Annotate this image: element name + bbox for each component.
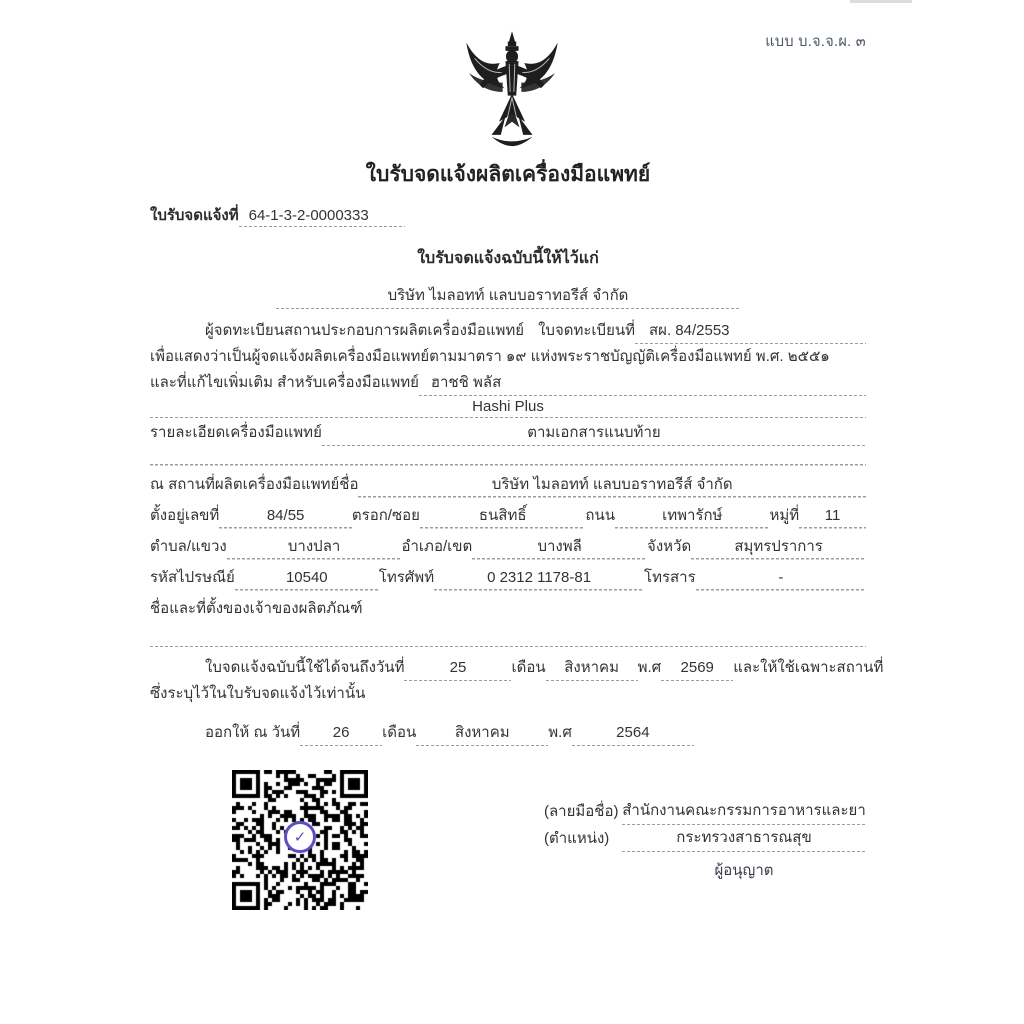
tambon-label: ตำบล/แขวง [150,537,227,555]
phone-label: โทรศัพท์ [378,568,435,586]
device-name-th: ฮาชชิ พลัส [419,370,866,396]
signature-value: สำนักงานคณะกรรมการอาหารและยา [622,798,866,825]
amphoe-value: บางพลี [472,534,647,560]
amphoe-label: อำเภอ/เขต [401,537,473,555]
issue-date-line [150,720,866,746]
position-line [544,825,866,852]
bottom-block [150,770,866,910]
registration-number-value: สผ. 84/2553 [635,318,866,344]
house-no-label: ตั้งอยู่เลขที่ [150,506,220,524]
address-line-2 [150,534,866,560]
signature-label: (ลายมือชื่อ) [544,803,619,820]
cert-number-label: ใบรับจดแจ้งที่ [150,207,239,224]
site-line [150,472,866,498]
position-label: (ตำแหน่ง) [544,830,610,847]
validity-suffix: และให้ใช้เฉพาะสถานที่ [733,659,884,676]
issue-era-label: พ.ศ [548,724,572,741]
certificate-body [150,0,884,910]
section-divider-bottom [150,646,866,648]
soi-value: ธนสิทธิ์ [420,503,585,529]
qr-code [232,770,368,910]
fax-label: โทรสาร [644,568,696,586]
issue-day: 26 [300,720,382,746]
details-label: รายละเอียดเครื่องมือแพทย์ [150,424,322,441]
expiry-era-label: พ.ศ [637,659,662,676]
validity-prefix: ใบจดแจ้งฉบับนี้ใช้ได้จนถึงวันที่ [205,659,405,676]
house-no-value: 84/55 [219,503,352,529]
recipient-line [150,283,866,309]
issue-month: สิงหาคม [416,720,548,746]
spacer [150,622,866,646]
amendment-line [150,370,866,396]
signature-line [544,798,866,825]
postcode-value: 10540 [235,565,379,591]
moo-value: 11 [799,503,866,529]
expiry-month-label: เดือน [511,659,546,676]
registrant-paragraph [150,318,866,446]
validity-second-line: ซึ่งระบุไว้ในใบรับจดแจ้งไว้เท่านั้น [150,685,366,702]
tambon-value: บางปลา [227,534,402,560]
issue-year: 2564 [572,720,694,746]
validity-line [150,655,884,681]
registrant-text: ผู้จดทะเบียนสถานประกอบการผลิตเครื่องมือแพทย์ [205,322,525,339]
address-line-1 [150,503,866,529]
phone-value: 0 2312 1178-81 [434,565,644,591]
expiry-month: สิงหาคม [546,655,638,681]
road-label: ถนน [585,506,616,524]
province-label: จังหวัด [647,537,692,555]
moo-label: หมู่ที่ [769,506,800,524]
check-circle-icon: ✓ [284,821,316,853]
road-value: เทพารักษ์ [615,503,770,529]
signature-block [544,798,866,910]
issued-to-heading: ใบรับจดแจ้งฉบับนี้ให้ไว้แก่ [417,250,599,267]
soi-label: ตรอก/ซอย [351,506,420,524]
device-name-en: Hashi Plus [150,398,866,418]
expiry-year: 2569 [661,655,733,681]
owner-line [150,596,866,622]
position-value: กระทรวงสาธารณสุข [622,825,866,852]
issue-month-label: เดือน [382,724,417,741]
province-value: สมุทรปราการ [691,534,866,560]
manufacturing-site-block [150,472,866,622]
postcode-label: รหัสไปรษณีย์ [150,568,235,586]
issue-prefix: ออกให้ ณ วันที่ [205,724,301,741]
registrant-line [150,318,866,344]
recipient-name: บริษัท ไมลอทท์ แลบบอราทอรีส์ จำกัด [276,283,741,309]
form-code: แบบ บ.จ.จ.ผ. ๓ [765,34,866,50]
address-line-3 [150,565,866,591]
certificate-title: ใบรับจดแจ้งผลิตเครื่องมือแพทย์ [365,163,651,186]
law-reference-line: เพื่อแสดงว่าเป็นผู้จดแจ้งผลิตเครื่องมือแพทย์ตามมาตรา ๑๙ แห่งพระราชบัญญัติเครื่องมือแพทย์ พ.ศ. ๒๕๕๑ [150,348,830,365]
registration-number-label: ใบจดทะเบียนที่ [538,322,635,339]
cert-number-line [150,204,866,227]
section-divider-top [150,464,866,466]
details-value: ตามเอกสารแนบท้าย [322,420,866,446]
expiry-day: 25 [404,655,511,681]
cert-number-value: 64-1-3-2-0000333 [239,204,405,227]
site-label: ณ สถานที่ผลิตเครื่องมือแพทย์ชื่อ [150,475,359,493]
authorizer-label: ผู้อนุญาต [714,862,774,879]
details-line [150,420,866,446]
owner-label: ชื่อและที่ตั้งของเจ้าของผลิตภัณฑ์ [150,599,363,617]
site-value: บริษัท ไมลอทท์ แลบบอราทอรีส์ จำกัด [358,472,866,498]
spacer [150,446,866,464]
fax-value: - [696,565,866,591]
amendment-text: และที่แก้ไขเพิ่มเติม สำหรับเครื่องมือแพทย์ [150,374,419,391]
